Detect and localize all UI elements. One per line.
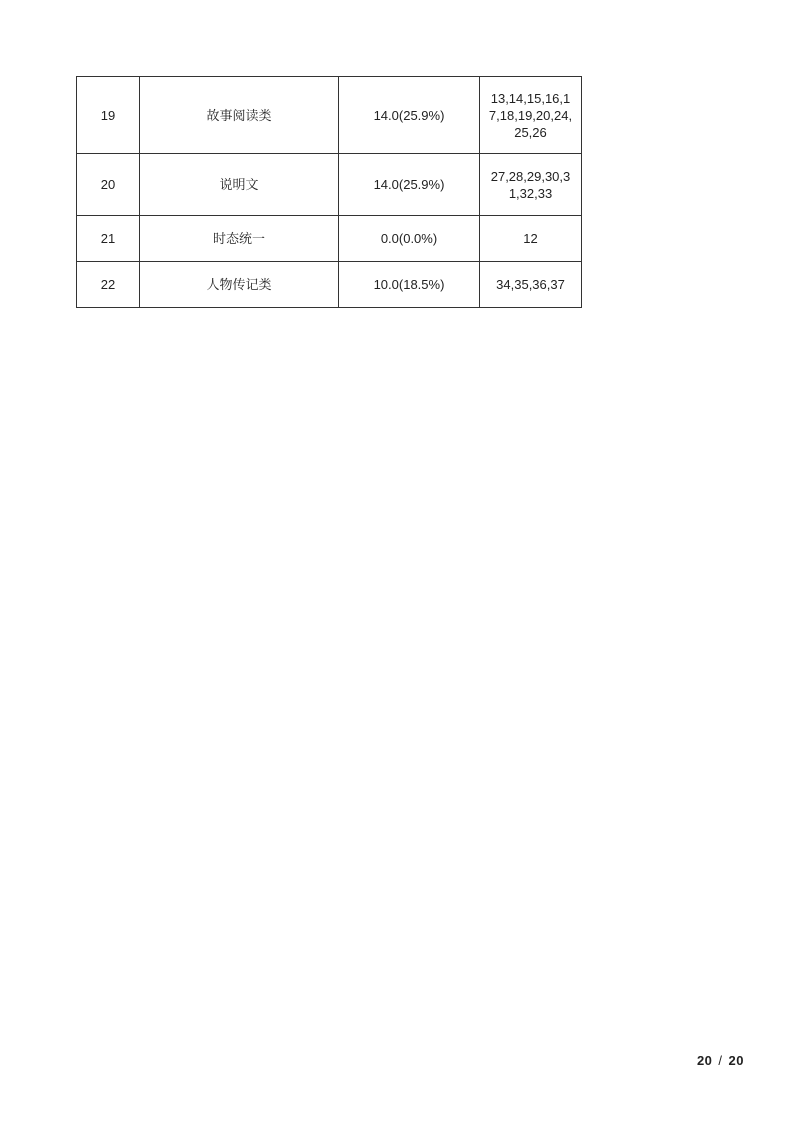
score-cell: 0.0(0.0%) [339,216,480,262]
table-row [77,262,582,308]
score-cell: 14.0(25.9%) [339,154,480,216]
knowledge-point-cell: 说明文 [140,154,339,216]
current-page-number: 20 [696,1053,713,1068]
total-page-count: 20 [728,1053,744,1068]
score-cell: 10.0(18.5%) [339,262,480,308]
question-numbers-cell: 13,14,15,16,17,18,19,20,24,25,26 [480,77,582,154]
knowledge-point-table [76,76,582,308]
row-number-cell: 21 [77,216,140,262]
table-row [77,77,582,154]
knowledge-point-cell: 故事阅读类 [140,77,339,154]
row-number-cell: 20 [77,154,140,216]
page-number [697,1053,744,1068]
knowledge-point-cell: 时态统一 [140,216,339,262]
table-row [77,216,582,262]
knowledge-point-cell: 人物传记类 [140,262,339,308]
row-number-cell: 22 [77,262,140,308]
question-numbers-cell: 27,28,29,30,31,32,33 [480,154,582,216]
score-cell: 14.0(25.9%) [339,77,480,154]
question-numbers-cell: 34,35,36,37 [480,262,582,308]
table-row [77,154,582,216]
page-separator: / [718,1053,723,1068]
row-number-cell: 19 [77,77,140,154]
question-numbers-cell: 12 [480,216,582,262]
